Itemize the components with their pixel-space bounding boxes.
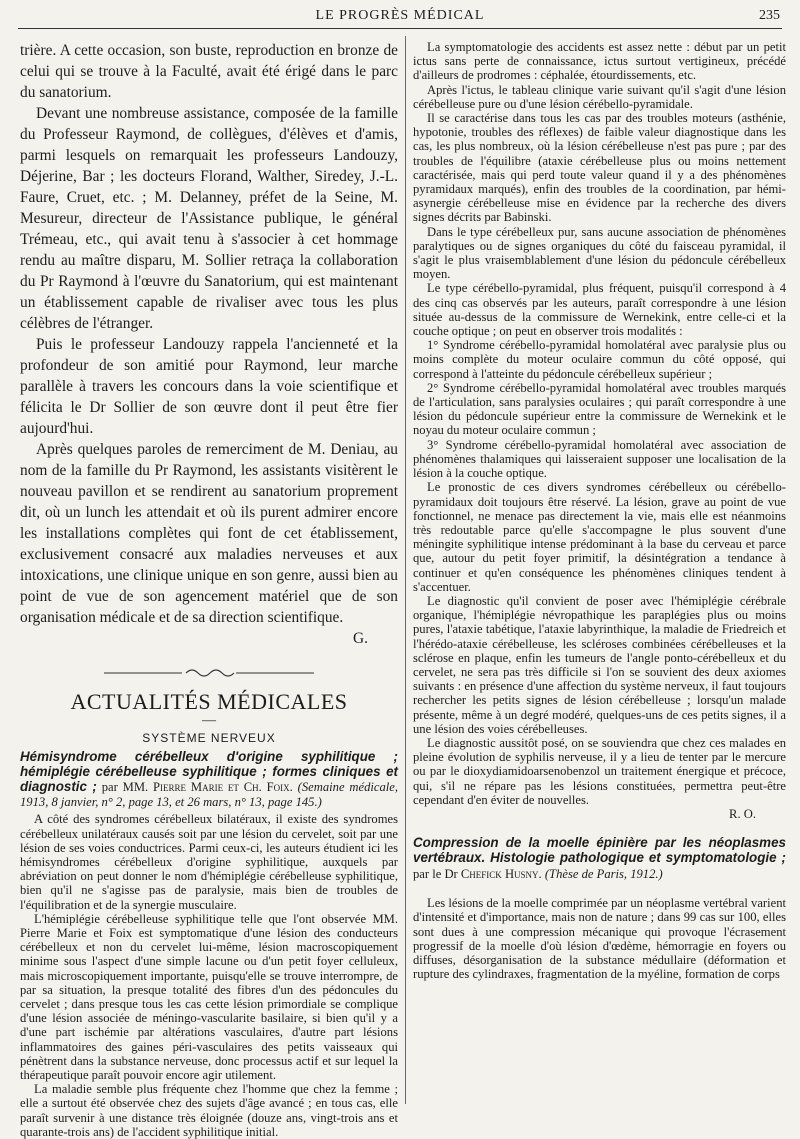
ornament-divider <box>104 667 314 679</box>
paragraph: trière. A cette occasion, son buste, reproduction en bronze de celui qui se trouve à la Faculté, avait été érigé dans le parc du sanatorium. <box>20 42 398 101</box>
paragraph: Les lésions de la moelle comprimée par un néoplasme vertébral varient d'intensité et d'importance, mais non de nature ; dans 99 cas sur 100, elles sont dues à une compression mécanique qui provoque l'écrasement progressif de la moelle d'où lésion d'œdème, hémorragie en foyers ou diffuses, désorganisation de la substance médullaire (déformation et rupture des cylindraxes, fragmentation de la myéline, formation de corps <box>413 896 786 982</box>
article-title <box>413 835 786 882</box>
paragraph: Après quelques paroles de remerciment de M. Deniau, au nom de la famille du Pr Raymond, les assistants visitèrent le nouveau pavillon et se rendirent au sanatorium proprement dit, où un lunch les attendait et où ils purent admirer encore les installations complètes qui font de cet établissement, exclusivement consacré aux maladies nerveuses et aux intoxications, une clinique unique en son genre, aussi bien au point de vue de son agencement matériel que de son organisation médicale et de sa direction scientifique. <box>20 441 398 626</box>
paragraph: Devant une nombreuse assistance, composée de la famille du Professeur Raymond, de collègues, d'élèves et d'amis, parmi lesquels on remarquait les professeurs Landouzy, Déjerine, Bar ; les docteurs Florand, Walther, Siredey, J.-L. Faure, Cruet, etc. ; M. Delanney, préfet de la Seine, M. Mesureur, directeur de l'Assistance publique, le général Trémeau, etc., qui avait tenu à s'associer à cet hommage rendu au maître disparu, M. Sollier retraça la collaboration du Pr Raymond à l'œuvre du Sanatorium, qui est maintenant un établissement capable de rivaliser avec tous les plus célèbres de l'étranger. <box>20 105 398 332</box>
left-column <box>20 40 398 1139</box>
journal-title: LE PROGRÈS MÉDICAL <box>315 8 485 23</box>
paragraph: Le type cérébello-pyramidal, plus fréquent, puisqu'il correspond à 4 des cinq cas observés par les auteurs, paraît correspondre à une lésion située au-dessus de la commissure de Wernekink, entre celle-ci et la couche optique ; on peut en observer trois modalités : <box>413 281 786 339</box>
paragraph: Puis le professeur Landouzy rappela l'ancienneté et la profondeur de son amitié pour Raymond, leur marche parallèle à travers les concours dans la voie scientifique et félicita le Dr Sollier de son œuvre dont il peut être fier aujourd'hui. <box>20 336 398 437</box>
paragraph: Le diagnostic aussitôt posé, on se souviendra que chez ces malades en pleine évolution de syphilis nerveuse, il y a lieu de tenter par le mercure ou par le dioxydiamidoarsenobenzol un traitement énergique et précoce, qui, s'il ne répare pas les lésions constituées, permettra peut-être cependant d'en éviter de nouvelles. <box>413 735 786 807</box>
column-divider <box>405 36 406 1104</box>
paragraph: L'hémiplégie cérébelleuse syphilitique telle que l'ont observée MM. Pierre Marie et Foix est symptomatique d'une lésion des conducteurs cérébelleux et non du cervelet lui-même, lésion macroscopiquement minime sous l'aspect d'une simple lacune ou d'un petit foyer celluleux, mais microscopiquement importante, puisqu'elle se trouve interrompre, de par sa situation, la presque totalité des fibres d'un des pédoncules du cervelet ; dans presque tous les cas cette lésion primordiale se complique d'une lésion associée de méningo-vascularite basilaire, si bien qu'il y a d'une part ischémie par altérations vasculaires, d'autre part lésions inflammatoires des gaines péri-vasculaires des petits vaisseaux qui pénètrent dans la substance nerveuse, donc processus actif et sur lequel la thérapeutique paraît pouvoir encore agir utilement. <box>20 911 398 1083</box>
article-authors-prefix: par MM. <box>96 780 154 794</box>
signature: R. O. <box>729 806 756 821</box>
paragraph: Dans le type cérébelleux pur, sans aucune association de phénomènes paralytiques ou de signes organiques du côté du faisceau pyramidal, il s'agit le plus vraisemblablement d'une lésion du pédoncule cérébelleux moyen. <box>413 224 786 282</box>
article-hemisyndrome <box>20 749 398 1139</box>
article-source: (Thèse de Paris, 1912.) <box>541 867 663 882</box>
sanatorium-report <box>20 40 398 649</box>
paragraph: 2° Syndrome cérébello-pyramidal homolatéral avec troubles marqués de l'articulation, sans paralysies oculaires ; qui paraît correspondre à une lésion du pédoncule supérieur entre la commissure de Wernekink et le noyau du moteur oculaire commun ; <box>413 380 786 438</box>
article-title-text: Hémisyndrome cérébelleux d'origine syphilitique ; hémiplégie cérébelleuse syphilitique ; formes cliniques et diagnostic ; <box>20 749 398 794</box>
page-header <box>18 6 782 29</box>
article-authors: Pierre Marie et Ch. Foix. <box>153 780 293 794</box>
article-authors: Chefick Husny. <box>460 867 542 882</box>
article-title-text: Compression de la moelle épinière par les néoplasmes vertébraux. Histologie pathologique et symptomatologie ; <box>413 835 786 866</box>
signature: G. <box>353 630 368 647</box>
section-title: ACTUALITÉS MÉDICALES <box>70 689 348 714</box>
paragraph: La symptomatologie des accidents est assez nette : début par un petit ictus sans perte de connaissance, ictus surtout vertigineux, précédé d'ailleurs de prodromes : céphalée, étourdissements, etc. <box>413 40 786 83</box>
paragraph: 1° Syndrome cérébello-pyramidal homolatéral avec paralysie plus ou moins complète du moteur oculaire commun du côté opposé, qui correspond à l'atteinte du pédoncule cérébelleux supérieur ; <box>413 338 786 381</box>
article-source: (Semaine médicale, 1913, 8 janvier, n° 2, page 13, et 26 mars, n° 13, page 145.) <box>20 780 398 810</box>
article-compression <box>413 835 786 981</box>
section-dash: — <box>202 713 216 728</box>
right-column <box>413 40 786 1100</box>
paragraph: Il se caractérise dans tous les cas par des troubles moteurs (asthénie, hypotonie, troubles des réflexes) de faible valeur diagnostique dans les cas, les plus nombreux, où la lésion cérébelleuse n'est pas pure ; par des troubles de l'équilibre (ataxie cérébelleuse plus ou moins nettement caractérisée, mais qui perd toute valeur quand il y a des phénomènes pyramidaux marqués), enfin des troubles de la coordination, par hémi-asynergie cérébelleuse mise en évidence par la recherche des divers signes décrits par Babinski. <box>413 111 786 225</box>
paragraph: 3° Syndrome cérébello-pyramidal homolatéral avec association de phénomènes thalamiques qui laisseraient supposer une localisation de la lésion à la couche optique. <box>413 437 786 481</box>
subsection-title: SYSTÈME NERVEUX <box>142 731 276 745</box>
page-number: 235 <box>759 8 780 23</box>
article-authors-prefix: par le Dr <box>413 867 461 882</box>
paragraph: A côté des syndromes cérébelleux bilatéraux, il existe des syndromes cérébelleux unilatéraux causés soit par une lésion du cervelet, soit par une lésion de ses voies conductrices. Parmi ceux-ci, les auteurs étudient ici les hémisyndromes cérébelleux d'origine syphilitique, auxquels par abréviation on peut donner le nom d'hémiplégie cérébelleuse syphilitique, bien qu'il ne s'agisse pas de paralysie, mais bien de troubles de l'équilibration et de la synergie musculaire. <box>20 812 398 912</box>
paragraph: Après l'ictus, le tableau clinique varie suivant qu'il s'agit d'une lésion cérébelleuse pure ou d'une lésion cérébello-pyramidale. <box>413 82 786 111</box>
paragraph: Le diagnostic qu'il convient de poser avec l'hémiplégie cérébrale organique, l'hémiplégie névropathique les paraplégies plus ou moins pures, l'ataxie tabétique, l'ataxie labyrinthique, la maladie de Friedreich et l'hérédo-ataxie cérébelleuse, les scléroses combinées cérébelleuses et la sclérose en plaque, enfin les tumeurs de l'angle ponto-cérébelleux et du cervelet, ne sera pas très difficile si l'on se souvient des deux axiomes suivants : en présence d'une affection du système nerveux, il faut toujours rechercher les petits signes de lésion cérébelleuse ; lorsqu'un malade présente, même à un degré modéré, quelques-uns de ces petits signes, il a une lésion des voies cérébelleuses. <box>413 593 786 736</box>
paragraph: Le pronostic de ces divers syndromes cérébelleux ou cérébello-pyramidaux doit toujours être réservé. La lésion, grave au point de vue fonctionnel, ne menace pas directement la vie, mais elle est néanmoins très redoutable parce qu'elle s'accompagne le plus souvent d'une méningite syphilitique intense prédominant à la base du cerveau et parce que, autour du petit foyer primitif, la désintégration a tendance à continuer et qu'en conséquence les phénomènes cliniques tendent à s'accentuer. <box>413 480 786 594</box>
paragraph: La maladie semble plus fréquente chez l'homme que chez la femme ; elle a surtout été observée chez des sujets d'âge avancé ; en tous cas, elle paraît survenir à une distance très éloignée (douze ans, vingt-trois ans et quarante-trois ans) de l'accident syphilitique initial. <box>20 1082 398 1139</box>
article-title <box>20 749 398 809</box>
article-hemisyndrome-continued <box>413 40 786 821</box>
